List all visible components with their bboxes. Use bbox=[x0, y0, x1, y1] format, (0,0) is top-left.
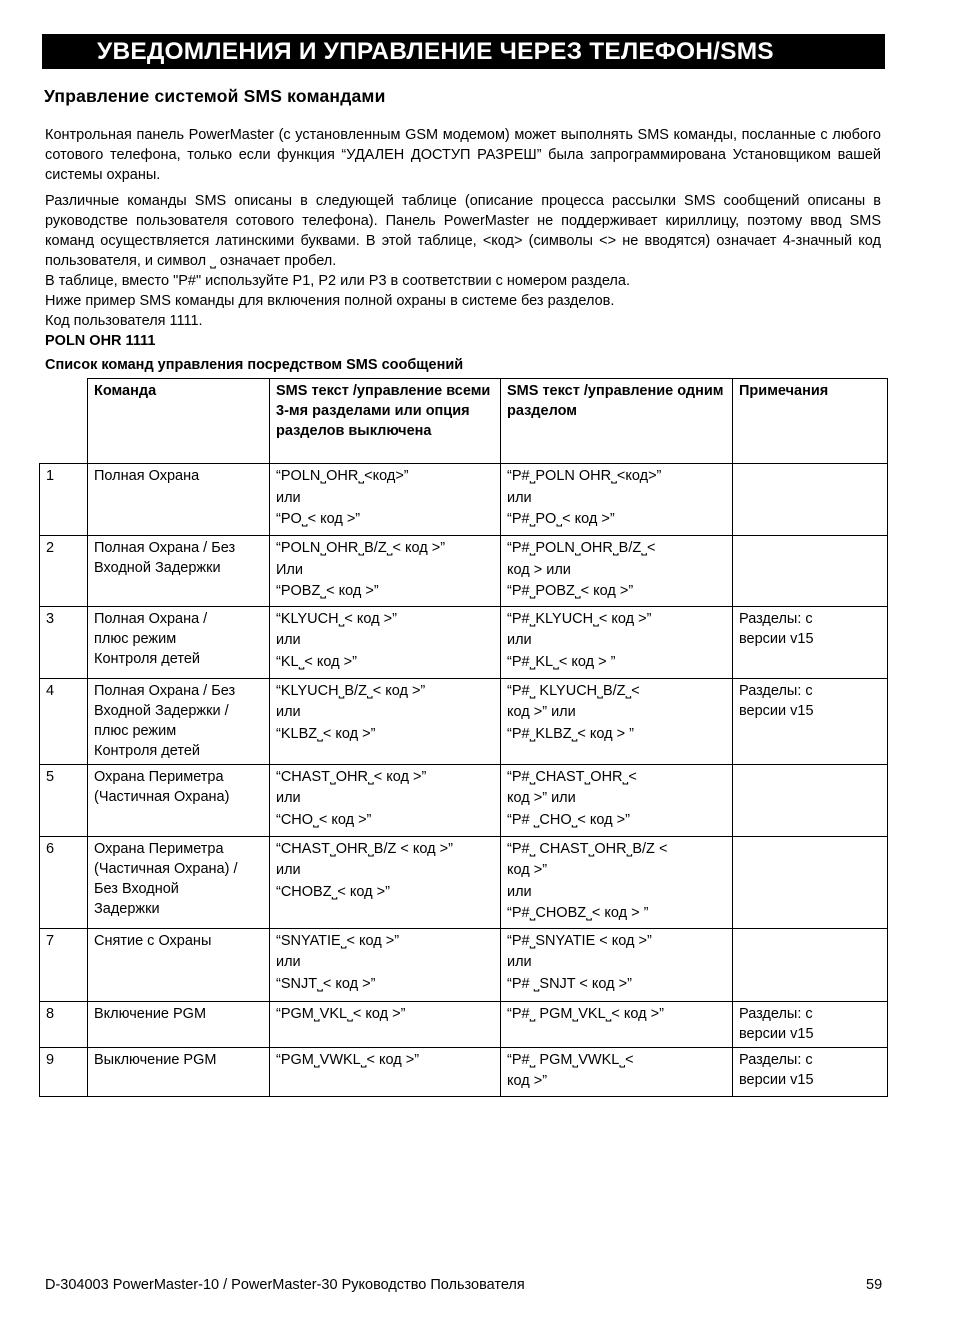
command-cell-line: Выключение PGM bbox=[94, 1051, 217, 1068]
notes-cell-line: версии v15 bbox=[739, 702, 814, 719]
sms-one-cell-line: “P#⎵PO⎵< код >” bbox=[507, 511, 615, 527]
sms-all-cell-line: или bbox=[276, 704, 301, 720]
sms-one-cell-line: или bbox=[507, 954, 532, 970]
sms-one-cell-line: или bbox=[507, 883, 532, 900]
table-caption: Список команд управления посредством SMS сообщений bbox=[45, 357, 464, 373]
sms-one-cell-line: “P#⎵ PGM⎵VWKL⎵< bbox=[507, 1051, 634, 1068]
command-cell-line: Снятие с Охраны bbox=[94, 932, 212, 949]
intro-paragraph-1-text: Контрольная панель PowerMaster (с установленным GSM модемом) может выполнять SMS команды, посланные с любого сотового телефона, только если функция “УДАЛЕН ДОСТУП РАЗРЕШ” была запрограммирована Установщиком вашей системы охраны. bbox=[45, 127, 881, 183]
sms-all-cell bbox=[270, 606, 501, 678]
intro-line-user-code: Код пользователя 1111. bbox=[45, 313, 203, 329]
sms-one-cell-line: “P#⎵SNYATIE < код >” bbox=[507, 932, 652, 949]
sms-one-cell bbox=[501, 464, 733, 536]
table-row bbox=[40, 1001, 888, 1047]
table-row bbox=[40, 1047, 888, 1096]
sms-one-cell-line: “P#⎵CHAST⎵OHR⎵< bbox=[507, 768, 637, 785]
row-number: 7 bbox=[40, 928, 88, 1001]
notes-cell bbox=[733, 606, 888, 678]
sms-all-cell-line: или bbox=[276, 489, 301, 506]
command-cell bbox=[88, 836, 270, 928]
notes-cell bbox=[733, 928, 888, 1001]
sms-one-cell-line: код >” или bbox=[507, 704, 576, 720]
sms-one-cell-line: “P#⎵KLBZ⎵< код > ” bbox=[507, 725, 634, 742]
sms-one-cell-line: “P#⎵KL⎵< код > ” bbox=[507, 653, 616, 670]
row-number: 8 bbox=[40, 1001, 88, 1047]
footer-document-title: D-304003 PowerMaster-10 / PowerMaster-30 Руководство Пользователя bbox=[45, 1277, 525, 1293]
sms-one-cell bbox=[501, 1001, 733, 1047]
command-cell-line: (Частичная Охрана) / bbox=[94, 860, 238, 877]
command-cell-line: Контроля детей bbox=[94, 650, 200, 667]
notes-cell bbox=[733, 1047, 888, 1096]
sms-one-cell bbox=[501, 1047, 733, 1096]
header-number-cell bbox=[40, 379, 88, 464]
sms-one-cell-line: “P#⎵POLN⎵OHR⎵B/Z⎵< bbox=[507, 540, 656, 556]
sms-one-cell-line: код >” bbox=[507, 862, 548, 878]
sms-commands-table bbox=[39, 378, 888, 1097]
example-command: POLN OHR 1111 bbox=[45, 333, 156, 349]
command-cell-line: плюс режим bbox=[94, 630, 177, 647]
sms-all-cell-line: “SNYATIE⎵< код >” bbox=[276, 932, 400, 949]
sms-one-cell-line: код >” bbox=[507, 1073, 548, 1089]
sms-all-cell-line: “PGM⎵VWKL⎵< код >” bbox=[276, 1051, 420, 1068]
sms-one-cell-line: “P#⎵POLN OHR⎵<код>” bbox=[507, 468, 662, 484]
notes-cell-line: Разделы: с bbox=[739, 1005, 813, 1022]
header-sms-one: SMS текст /управление одним разделом bbox=[501, 379, 733, 464]
row-number: 5 bbox=[40, 764, 88, 836]
intro-paragraph-2-text: Различные команды SMS описаны в следующей таблице (описание процесса рассылки SMS сообщений описаны в руководстве пользователя сотового телефона). Панель PowerMaster не поддерживает кириллицу, поэтому ввод SMS команд осуществляется латинскими буквами. В этой таблице, <код> (символы <> не вводятся) означает 4-значный код пользователя, и символ ⎵ означает пробел. bbox=[45, 193, 881, 269]
sms-all-cell bbox=[270, 928, 501, 1001]
sms-all-cell-line: “CHO⎵< код >” bbox=[276, 811, 372, 828]
command-cell bbox=[88, 678, 270, 764]
sms-all-cell-line: “PGM⎵VKL⎵< код >” bbox=[276, 1005, 406, 1022]
header-notes: Примечания bbox=[733, 379, 888, 464]
notes-cell-line: версии v15 bbox=[739, 1025, 814, 1042]
table-row bbox=[40, 464, 888, 536]
intro-line-p-hash: В таблице, вместо "P#" используйте P1, P2 или P3 в соответствии с номером раздела. bbox=[45, 273, 630, 289]
sms-all-cell-line: или bbox=[276, 954, 301, 970]
notes-cell-line: Разделы: с bbox=[739, 610, 813, 627]
sms-all-cell bbox=[270, 1001, 501, 1047]
notes-cell bbox=[733, 536, 888, 607]
row-number: 3 bbox=[40, 606, 88, 678]
command-cell-line: Без Входной bbox=[94, 880, 179, 897]
sms-one-cell-line: “P#⎵KLYUCH⎵< код >” bbox=[507, 610, 652, 627]
row-number: 4 bbox=[40, 678, 88, 764]
sms-all-cell-line: “POBZ⎵< код >” bbox=[276, 583, 379, 599]
sms-all-cell-line: или bbox=[276, 790, 301, 806]
command-cell-line: Охрана Периметра bbox=[94, 768, 224, 785]
command-cell-line: Входной Задержки / bbox=[94, 702, 229, 719]
command-cell bbox=[88, 536, 270, 607]
sms-all-cell-line: “CHAST⎵OHR⎵< код >” bbox=[276, 768, 427, 785]
command-cell-line: Задержки bbox=[94, 900, 160, 917]
header-command: Команда bbox=[88, 379, 270, 464]
command-cell-line: Полная Охрана bbox=[94, 468, 200, 484]
table-row bbox=[40, 606, 888, 678]
table-row bbox=[40, 536, 888, 607]
row-number: 1 bbox=[40, 464, 88, 536]
command-cell-line: Входной Задержки bbox=[94, 560, 221, 576]
notes-cell bbox=[733, 836, 888, 928]
sms-one-cell bbox=[501, 836, 733, 928]
table-header-row bbox=[40, 379, 888, 464]
notes-cell-line: Разделы: с bbox=[739, 1051, 813, 1068]
sms-all-cell bbox=[270, 764, 501, 836]
intro-paragraph-1 bbox=[45, 125, 881, 185]
sms-all-cell-line: Или bbox=[276, 561, 303, 578]
sms-one-cell bbox=[501, 678, 733, 764]
notes-cell bbox=[733, 1001, 888, 1047]
table-body bbox=[40, 464, 888, 1097]
sms-one-cell-line: “P# ⎵CHO⎵< код >” bbox=[507, 811, 630, 828]
sms-all-cell-line: “KLYUCH⎵B/Z⎵< код >” bbox=[276, 682, 426, 699]
command-cell-line: Контроля детей bbox=[94, 742, 200, 759]
intro-line-example: Ниже пример SMS команды для включения полной охраны в системе без разделов. bbox=[45, 293, 615, 309]
sms-one-cell-line: код >” или bbox=[507, 790, 576, 806]
sms-one-cell-line: “P#⎵ PGM⎵VKL⎵< код >” bbox=[507, 1005, 664, 1022]
command-cell-line: Полная Охрана / bbox=[94, 610, 208, 627]
command-cell bbox=[88, 764, 270, 836]
sms-all-cell-line: “PO⎵< код >” bbox=[276, 511, 361, 527]
notes-cell bbox=[733, 464, 888, 536]
sms-all-cell bbox=[270, 464, 501, 536]
sms-one-cell bbox=[501, 928, 733, 1001]
sms-one-cell-line: или bbox=[507, 489, 532, 506]
command-cell-line: Полная Охрана / Без bbox=[94, 540, 236, 556]
sms-one-cell-line: “P#⎵CHOBZ⎵< код > ” bbox=[507, 905, 649, 921]
table-row bbox=[40, 678, 888, 764]
footer-page-number: 59 bbox=[866, 1277, 883, 1293]
sms-all-cell bbox=[270, 1047, 501, 1096]
sms-all-cell-line: “POLN⎵OHR⎵B/Z⎵< код >” bbox=[276, 540, 446, 556]
row-number: 6 bbox=[40, 836, 88, 928]
notes-cell-line: версии v15 bbox=[739, 1071, 814, 1088]
sms-all-cell-line: “POLN⎵OHR⎵<код>” bbox=[276, 468, 409, 484]
intro-paragraph-2 bbox=[45, 191, 881, 351]
section-title: Управление системой SMS командами bbox=[44, 86, 386, 106]
sms-one-cell bbox=[501, 606, 733, 678]
sms-one-cell bbox=[501, 536, 733, 607]
sms-one-cell-line: или bbox=[507, 632, 532, 648]
notes-cell-line: версии v15 bbox=[739, 630, 814, 647]
sms-all-cell-line: “KL⎵< код >” bbox=[276, 653, 357, 670]
sms-all-cell-line: “KLBZ⎵< код >” bbox=[276, 725, 376, 742]
sms-one-cell-line: “P#⎵POBZ⎵< код >” bbox=[507, 583, 634, 599]
sms-one-cell-line: “P#⎵ KLYUCH⎵B/Z⎵< bbox=[507, 682, 640, 699]
command-cell-line: Включение PGM bbox=[94, 1005, 207, 1022]
command-cell bbox=[88, 1001, 270, 1047]
command-cell bbox=[88, 606, 270, 678]
sms-all-cell-line: “CHOBZ⎵< код >” bbox=[276, 883, 390, 900]
sms-one-cell-line: “P#⎵ CHAST⎵OHR⎵B/Z < bbox=[507, 840, 668, 857]
notes-cell-line: Разделы: с bbox=[739, 682, 813, 699]
table-row bbox=[40, 836, 888, 928]
sms-one-cell bbox=[501, 764, 733, 836]
sms-all-cell-line: “KLYUCH⎵< код >” bbox=[276, 610, 397, 627]
sms-all-cell bbox=[270, 678, 501, 764]
command-cell-line: Охрана Периметра bbox=[94, 840, 224, 857]
command-cell-line: Полная Охрана / Без bbox=[94, 682, 236, 699]
sms-all-cell-line: “SNJT⎵< код >” bbox=[276, 975, 376, 992]
sms-all-cell bbox=[270, 536, 501, 607]
sms-one-cell-line: “P# ⎵SNJT < код >” bbox=[507, 975, 632, 992]
command-cell bbox=[88, 928, 270, 1001]
notes-cell bbox=[733, 764, 888, 836]
command-cell-line: плюс режим bbox=[94, 722, 177, 739]
sms-all-cell-line: “CHAST⎵OHR⎵B/Z < код >” bbox=[276, 840, 453, 857]
sms-all-cell bbox=[270, 836, 501, 928]
row-number: 9 bbox=[40, 1047, 88, 1096]
table-row bbox=[40, 928, 888, 1001]
sms-one-cell-line: код > или bbox=[507, 561, 571, 578]
command-cell bbox=[88, 1047, 270, 1096]
table-row bbox=[40, 764, 888, 836]
row-number: 2 bbox=[40, 536, 88, 607]
command-cell bbox=[88, 464, 270, 536]
sms-all-cell-line: или bbox=[276, 862, 301, 878]
notes-cell bbox=[733, 678, 888, 764]
sms-all-cell-line: или bbox=[276, 632, 301, 648]
header-sms-all: SMS текст /управление всеми 3-мя разделами или опция разделов выключена bbox=[270, 379, 501, 464]
page-banner-title: УВЕДОМЛЕНИЯ И УПРАВЛЕНИЕ ЧЕРЕЗ ТЕЛЕФОН/SMS bbox=[42, 34, 885, 69]
command-cell-line: (Частичная Охрана) bbox=[94, 788, 230, 805]
